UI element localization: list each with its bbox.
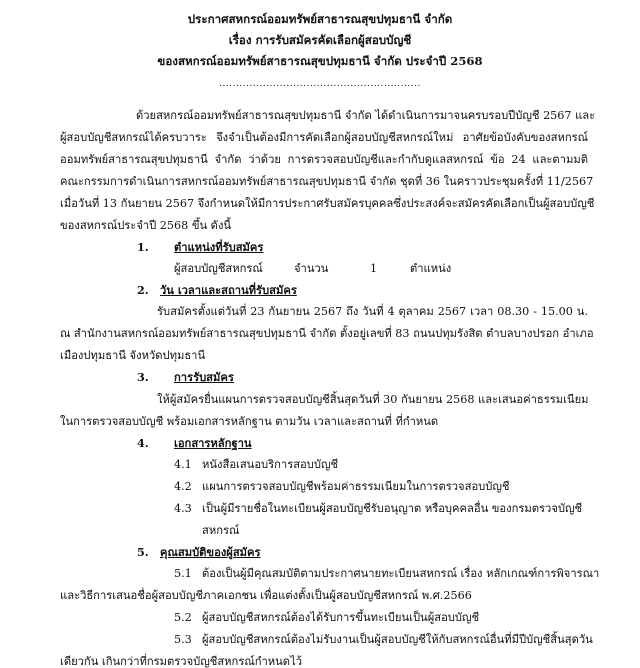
section-3-number: 3.: [137, 370, 149, 384]
item-number: 4.2: [174, 480, 192, 493]
section-2-line: ณ สำนักงานสหกรณ์ออมทรัพย์สาธารณสุขปทุมธานี จำกัด ตั้งอยู่เลขที่ 83 ถนนปทุมรังสิต ตำบลบางปรอก อำเภอ: [60, 327, 594, 340]
list-item-continuation: เดียวกัน เกินกว่าที่กรมตรวจบัญชีสหกรณ์กำหนดไว้: [60, 655, 302, 668]
section-2-line: รับสมัครตั้งแต่วันที่ 23 กันยายน 2567 ถึง วันที่ 4 ตุลาคม 2567 เวลา 08.30 - 15.00 น.: [157, 305, 588, 318]
section-4-number: 4.: [137, 436, 149, 450]
intro-line: ของสหกรณ์ประจำปี 2568 ขึ้น ดังนี้: [60, 219, 232, 232]
announcement-org-title: ประกาศสหกรณ์ออมทรัพย์สาธารณสุขปทุมธานี จำกัด: [187, 12, 453, 26]
position-name: ผู้สอบบัญชีสหกรณ์: [174, 262, 263, 275]
list-item: หนังสือเสนอบริการสอบบัญชี: [202, 458, 339, 471]
list-item: แผนการตรวจสอบบัญชีพร้อมค่าธรรมเนียมในการตรวจสอบบัญชี: [202, 480, 510, 493]
item-number: 4.1: [174, 458, 192, 471]
section-3-heading: การรับสมัคร: [174, 370, 234, 384]
list-item: เป็นผู้มีรายชื่อในทะเบียนผู้สอบบัญชีรับอนุญาต หรือบุคคลอื่น ของกรมตรวจบัญชี: [202, 502, 583, 515]
section-5-number: 5.: [137, 545, 149, 559]
intro-line: ผู้สอบบัญชีสหกรณ์ได้ครบวาระ จึงจำเป็นต้องมีการคัดเลือกผู้สอบบัญชีสหกรณ์ใหม่ อาศัยข้อบังคับของสหกรณ์: [60, 131, 588, 144]
section-3-line: ให้ผู้สมัครยื่นแผนการตรวจสอบบัญชีสิ้นสุดวันที่ 30 กันยายน 2568 และเสนอค่าธรรมเนียม: [157, 393, 589, 406]
announcement-subject: เรื่อง การรับสมัครคัดเลือกผู้สอบบัญชี: [228, 33, 412, 47]
list-item-continuation: สหกรณ์: [202, 524, 240, 537]
intro-line: เมื่อวันที่ 13 กันยายน 2567 จึงกำหนดให้มีการประกาศรับสมัครบุคคลซึ่งประสงค์จะสมัครคัดเลือกเป็นผู้สอบบัญชี: [60, 197, 595, 210]
list-item: ผู้สอบบัญชีสหกรณ์ต้องไม่รับงานเป็นผู้สอบบัญชีให้กับสหกรณ์อื่นที่มีปีบัญชีสิ้นสุดวัน: [202, 633, 593, 646]
list-item-continuation: และวิธีการเสนอชื่อผู้สอบบัญชีภาคเอกชน เพื่อแต่งตั้งเป็นผู้สอบบัญชีสหกรณ์ พ.ศ.2566: [60, 589, 472, 602]
section-1-heading: ตำแหน่งที่รับสมัคร: [174, 240, 264, 254]
item-number: 5.2: [174, 611, 192, 624]
item-number: 5.1: [174, 567, 192, 580]
item-number: 4.3: [174, 502, 192, 515]
header-separator: ............................................................: [219, 79, 421, 89]
section-2-line: เมืองปทุมธานี จังหวัดปทุมธานี: [60, 349, 206, 362]
section-1-number: 1.: [137, 240, 149, 254]
section-5-heading: คุณสมบัติของผู้สมัคร: [160, 545, 261, 559]
section-3-line: ในการตรวจสอบบัญชี พร้อมเอกสารหลักฐาน ตามวัน เวลาและสถานที่ ที่กำหนด: [60, 415, 439, 428]
intro-line: ด้วยสหกรณ์ออมทรัพย์สาธารณสุขปทุมธานี จำกัด ได้ดำเนินการมาจนครบรอบปีบัญชี 2567 และ: [136, 109, 596, 122]
quantity-value: 1: [370, 262, 378, 275]
announcement-subtitle: ของสหกรณ์ออมทรัพย์สาธารณสุขปทุมธานี จำกัด ประจำปี 2568: [157, 54, 483, 68]
intro-line: ออมทรัพย์สาธารณสุขปทุมธานี จำกัด ว่าด้วย การตรวจสอบบัญชีและกำกับดูแลสหกรณ์ ข้อ 24 และตามมติ: [60, 153, 588, 166]
quantity-unit: ตำแหน่ง: [410, 262, 452, 275]
intro-line: คณะกรรมการดำเนินการสหกรณ์ออมทรัพย์สาธารณสุขปทุมธานี จำกัด ชุดที่ 36 ในคราวประชุมครั้งที่ 11/2567: [60, 175, 594, 188]
section-2-number: 2.: [137, 283, 149, 297]
section-2-heading: วัน เวลาและสถานที่รับสมัคร: [160, 283, 297, 297]
list-item: ผู้สอบบัญชีสหกรณ์ต้องได้รับการขึ้นทะเบียนเป็นผู้สอบบัญชี: [202, 611, 480, 624]
item-number: 5.3: [174, 633, 192, 646]
quantity-label: จำนวน: [294, 262, 329, 275]
list-item: ต้องเป็นผู้มีคุณสมบัติตามประกาศนายทะเบียนสหกรณ์ เรื่อง หลักเกณฑ์การพิจารณา: [202, 567, 600, 580]
section-4-heading: เอกสารหลักฐาน: [174, 436, 252, 450]
